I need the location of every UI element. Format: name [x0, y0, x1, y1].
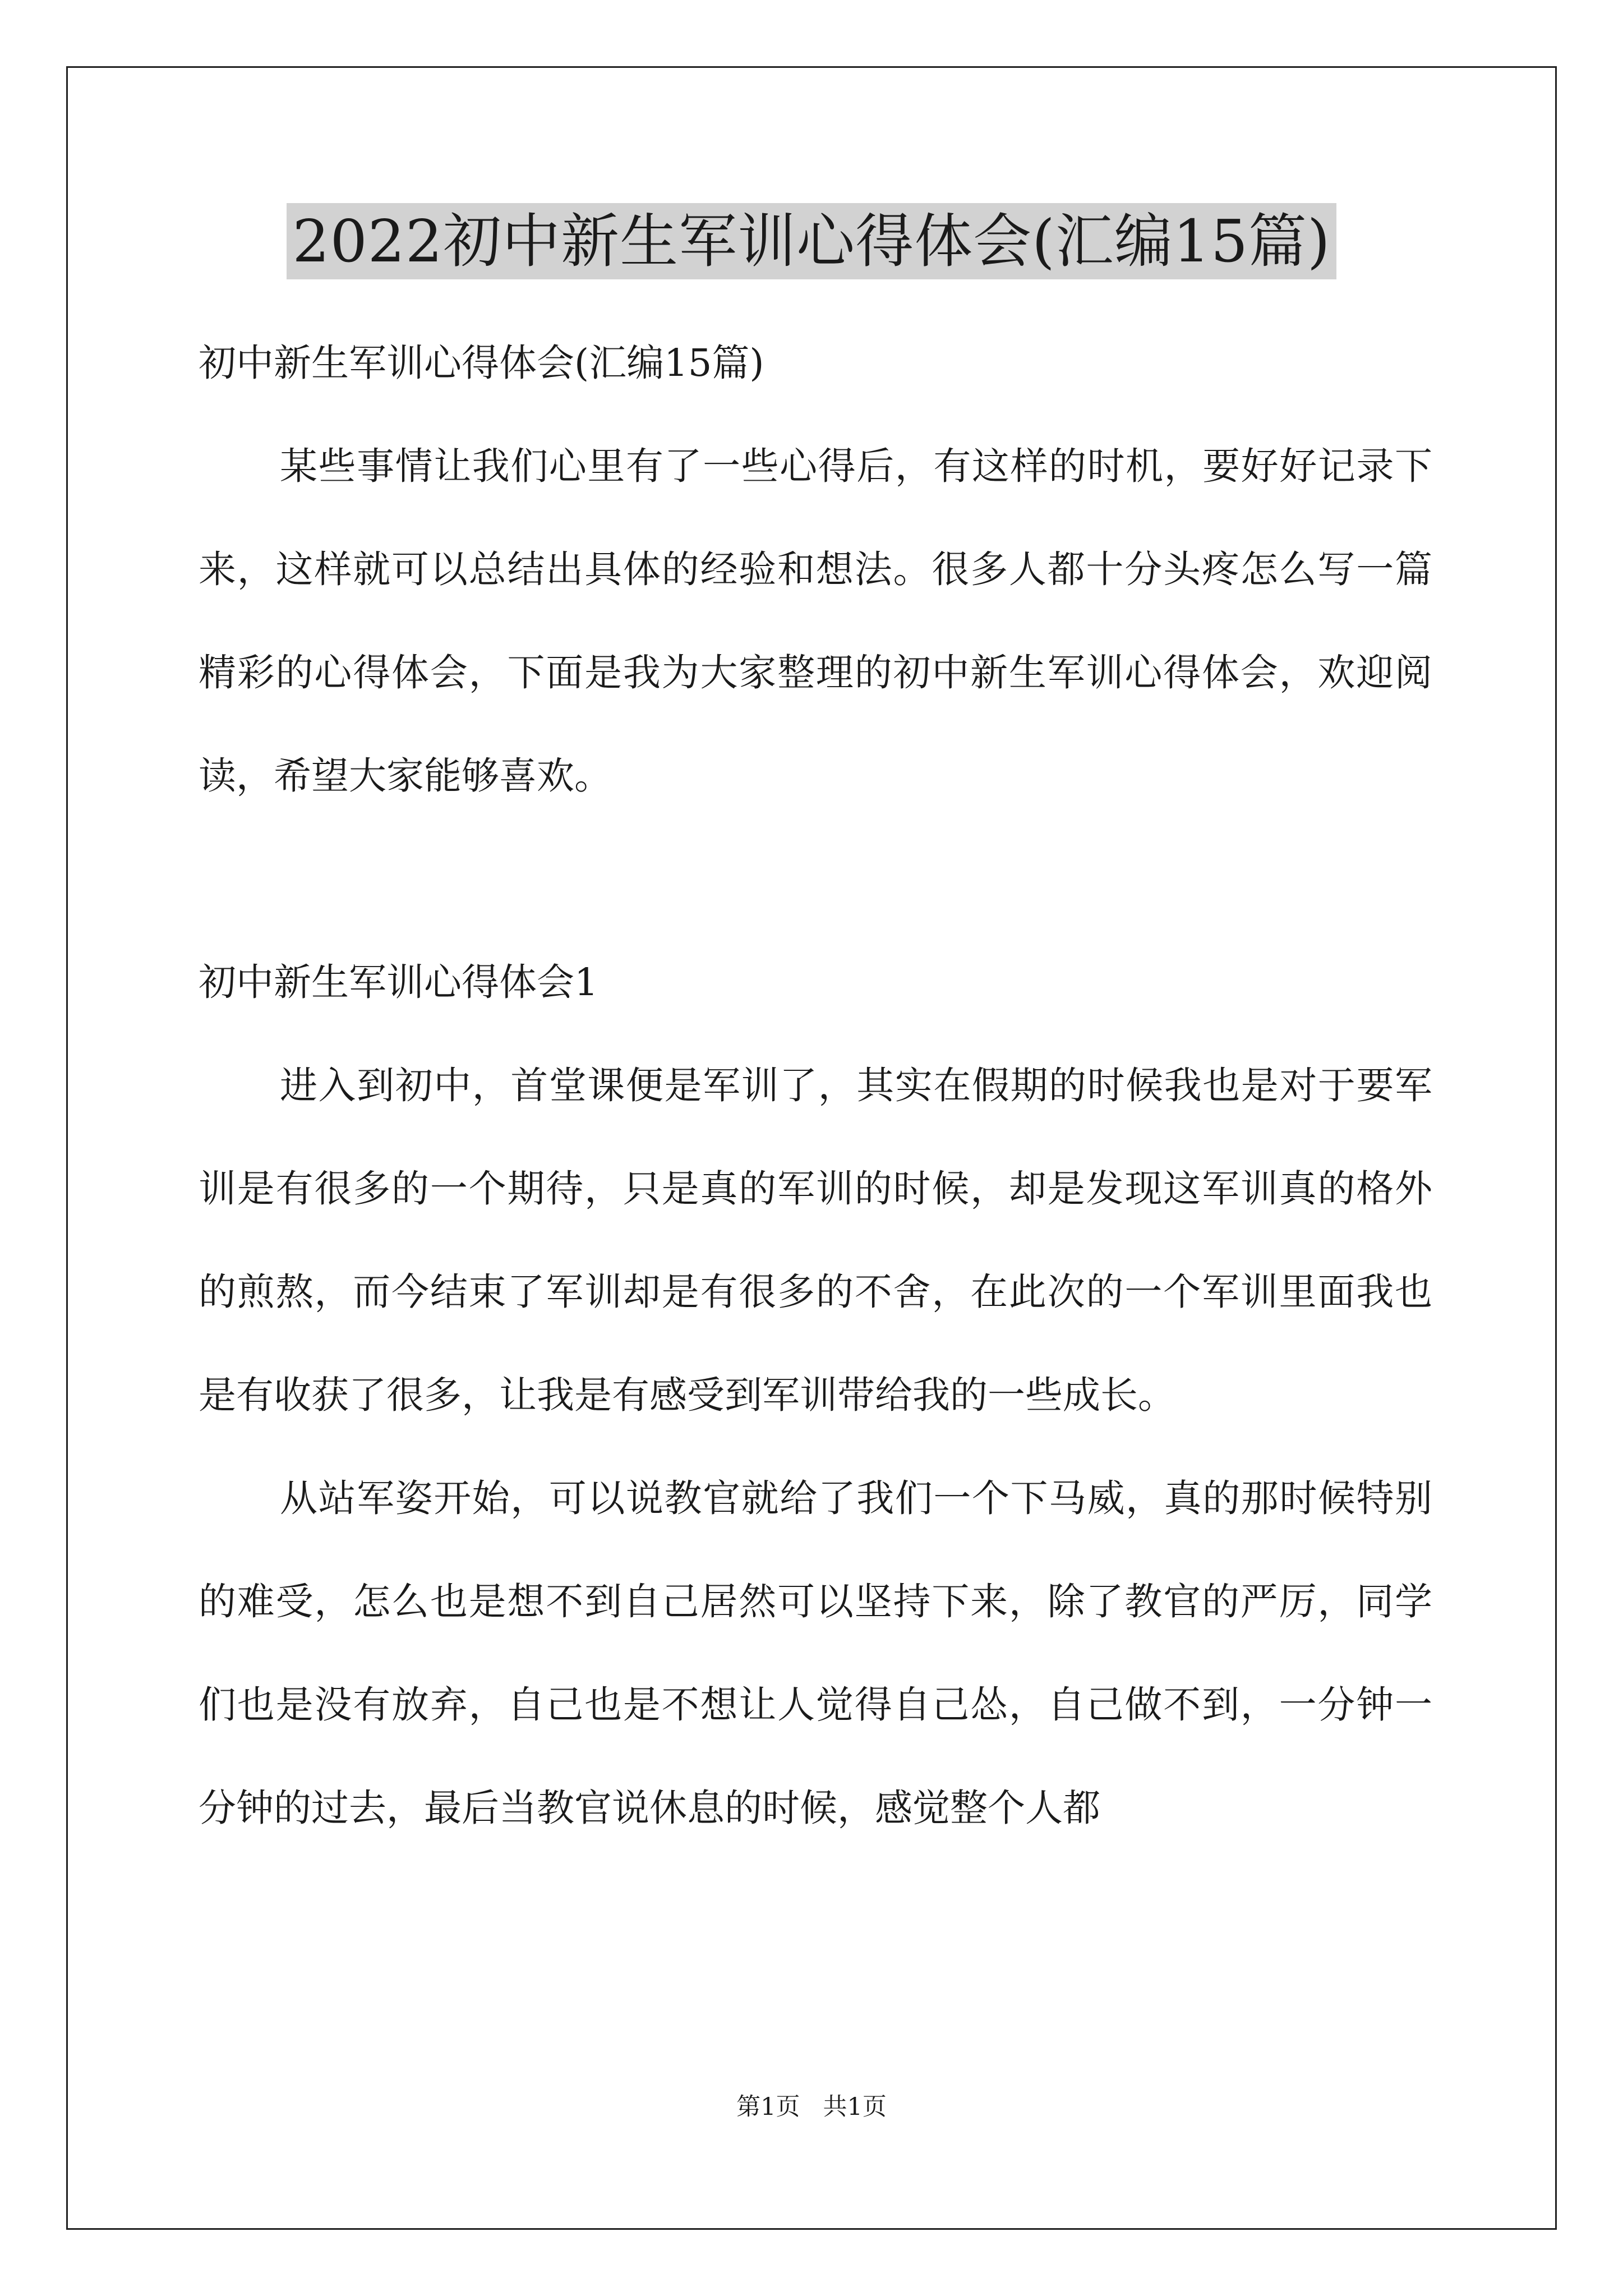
document-subtitle: 初中新生军训心得体会(汇编15篇) — [199, 341, 764, 385]
body-paragraph: 进入到初中，首堂课便是军训了，其实在假期的时候我也是对于要军训是有很多的一个期待，只是真的军训的时候，却是发现这军训真的格外的煎熬，而今结束了军训却是有很多的不舍，在此次的一个军训里面我也是有收获了很多，让我是有感受到军训带给我的一些成长。 — [199, 1064, 1432, 1417]
body-paragraph: 从站军姿开始，可以说教官就给了我们一个下马威，真的那时候特别的难受，怎么也是想不到自己居然可以坚持下来，除了教官的严厉，同学们也是没有放弃，自己也是不想让人觉得自己怂，自己做不到，一分钟一分钟的过去，最后当教官说休息的时候，感觉整个人都 — [199, 1476, 1432, 1830]
section-spacer — [199, 827, 1432, 931]
title-container — [0, 203, 1623, 279]
intro-paragraph: 某些事情让我们心里有了一些心得后，有这样的时机，要好好记录下来，这样就可以总结出具体的经验和想法。很多人都十分头疼怎么写一篇精彩的心得体会，下面是我为大家整理的初中新生军训心得体会，欢迎阅读，希望大家能够喜欢。 — [199, 444, 1432, 798]
page-number-footer: 第1页 共1页 — [736, 2093, 887, 2121]
document-title: 2022初中新生军训心得体会(汇编15篇) — [287, 203, 1336, 279]
section-heading: 初中新生军训心得体会1 — [199, 960, 598, 1004]
document-body — [199, 311, 1432, 1860]
